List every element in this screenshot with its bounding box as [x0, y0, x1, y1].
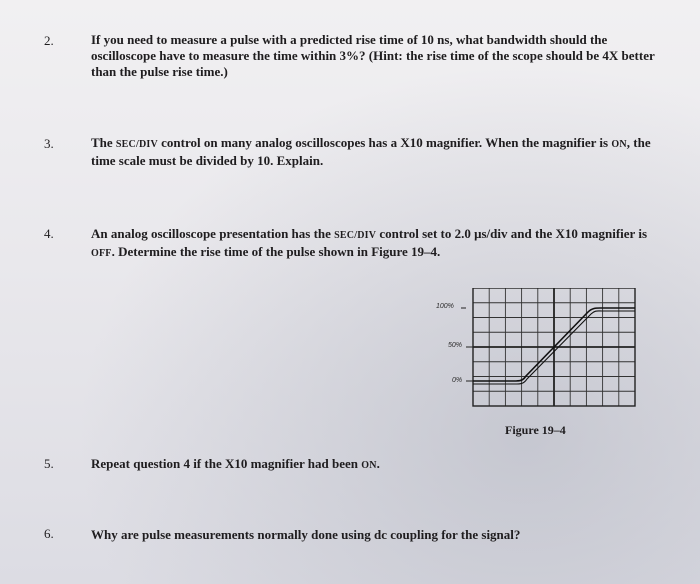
question-number: 6. [44, 526, 54, 541]
sec-div-label: SEC/DIV [334, 230, 377, 241]
question-number: 5. [44, 456, 54, 471]
text-run: Repeat question 4 if the X10 magnifier had been [91, 456, 362, 471]
text-run: . Determine the rise time of the pulse shown in Figure 19–4. [111, 244, 441, 259]
question-number: 4. [44, 226, 54, 241]
text-run: . [376, 456, 380, 471]
question-text [91, 135, 671, 169]
text-run: , the time scale must be divided by 10. Explain. [91, 135, 651, 168]
question-number: 2. [44, 33, 54, 48]
on-label: ON [611, 139, 627, 150]
text-run: An analog oscilloscope presentation has the [91, 226, 335, 241]
question-text: If you need to measure a pulse with a predicted rise time of 10 ns, what bandwidth should the oscilloscope have to measure the time within 3%? (Hint: the rise time of the scope should be 4X better than the pulse rise time.) [91, 32, 655, 79]
oscilloscope-graticule [428, 288, 638, 418]
question-text [91, 226, 671, 262]
text-run: control on many analog oscilloscopes has a X10 magnifier. When the magnifier is [157, 135, 612, 150]
text-run: The [91, 135, 116, 150]
on-label: ON [361, 460, 377, 471]
label-100-percent: 100% [436, 303, 454, 310]
question-number: 3. [44, 136, 54, 151]
question-text [91, 456, 671, 474]
sec-div-label: SEC/DIV [115, 139, 158, 150]
figure-19-4 [428, 288, 638, 418]
text-run: control set to 2.0 μs/div and the X10 magnifier is [376, 226, 648, 241]
off-label: OFF [91, 248, 112, 259]
label-0-percent: 0% [452, 377, 463, 384]
label-50-percent: 50% [448, 342, 463, 349]
figure-caption: Figure 19–4 [505, 423, 566, 437]
question-text: Why are pulse measurements normally done using dc coupling for the signal? [91, 527, 521, 542]
